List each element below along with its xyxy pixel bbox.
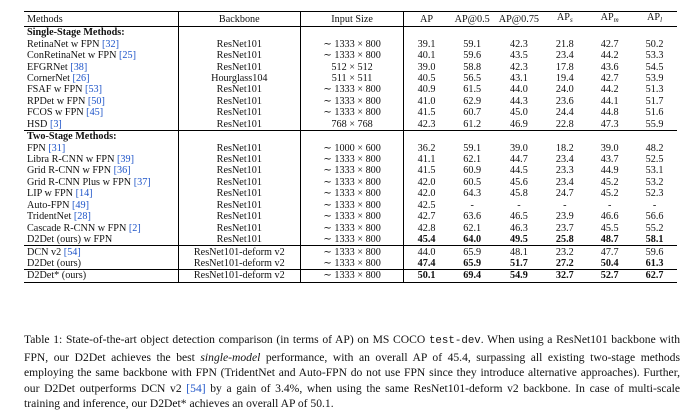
ap75-cell: 42.3 — [509, 38, 528, 50]
ap-cell: 41.5 — [417, 165, 436, 177]
ap75-cell: 43.1 — [509, 72, 528, 84]
method-name: Grid R-CNN w FPN — [27, 165, 114, 177]
apl-cell: 55.2 — [645, 222, 664, 234]
backbone-cell: ResNet101 — [178, 234, 300, 246]
citation-link[interactable]: [45] — [86, 107, 104, 119]
backbone-cell: ResNet101-deform v2 — [178, 270, 300, 282]
apm-cell: 44.1 — [600, 95, 619, 107]
apl-cell: 59.6 — [632, 246, 677, 258]
apl-cell: 51.6 — [645, 107, 664, 119]
apl-cell: 51.7 — [645, 95, 664, 107]
ap50-cell: 65.9 — [449, 246, 495, 258]
citation-link[interactable]: [54] — [63, 246, 81, 258]
backbone-cell: ResNet101 — [178, 154, 300, 165]
table-row — [24, 61, 677, 72]
input-size-cell: ∼ 1333 × 800 — [301, 200, 404, 211]
apm-cell: 43.7 — [600, 154, 619, 166]
method-name: Cascade R-CNN w FPN — [27, 222, 129, 234]
ap-cell: 40.1 — [417, 50, 436, 62]
method-name: D2Det (ours) — [27, 257, 82, 269]
table-row — [24, 84, 677, 95]
apm-cell: 43.6 — [600, 61, 619, 73]
empty-cell — [449, 130, 495, 142]
method-cell — [24, 154, 178, 165]
method-name: TridentNet — [27, 211, 74, 223]
header-backbone: Backbone — [178, 12, 300, 27]
apm-cell: 44.2 — [600, 84, 619, 96]
empty-cell — [587, 130, 632, 142]
method-name: FSAF w FPN — [27, 84, 86, 96]
ap50-cell: 64.3 — [463, 188, 482, 200]
method-name: DCN v2 — [27, 246, 64, 258]
ap-cell: 39.1 — [417, 38, 436, 50]
input-size-cell: 768 × 768 — [301, 119, 404, 131]
ap-cell: 42.8 — [417, 222, 436, 234]
input-size-cell: ∼ 1333 × 800 — [301, 177, 404, 188]
ap75-cell: 54.9 — [495, 270, 542, 282]
header-ap: AP — [420, 13, 434, 25]
aps-cell: 17.8 — [555, 61, 574, 73]
header-methods: Methods — [27, 13, 63, 25]
ap50-cell: 59.1 — [463, 38, 482, 50]
caption-dataset-split: test-dev — [428, 335, 481, 347]
input-size-cell: ∼ 1333 × 800 — [301, 222, 404, 233]
backbone-cell: ResNet101 — [178, 211, 300, 222]
ap50-cell: 56.5 — [463, 72, 482, 84]
aps-cell: 23.7 — [555, 222, 574, 234]
citation-link[interactable]: [49] — [72, 199, 89, 211]
table-row — [24, 119, 677, 131]
ap50-cell: 65.9 — [463, 257, 482, 269]
apl-cell: 54.5 — [645, 61, 664, 73]
apm-cell: 47.3 — [600, 118, 619, 130]
table-row — [24, 188, 677, 199]
backbone-cell: ResNet101 — [178, 222, 300, 233]
citation-link[interactable]: [38] — [70, 61, 88, 73]
method-cell — [24, 246, 178, 258]
ap50-cell: 61.5 — [463, 84, 482, 96]
method-name: CornerNet — [27, 72, 73, 84]
ap75-cell: 44.7 — [509, 154, 528, 166]
citation-link[interactable]: [53] — [85, 84, 103, 96]
method-name: LIP w FPN — [27, 188, 76, 200]
ap50-cell: 59.6 — [463, 50, 482, 62]
apl-cell: 56.6 — [645, 211, 664, 223]
aps-cell: - — [563, 199, 567, 211]
empty-cell — [449, 27, 495, 39]
apm-cell: 48.7 — [600, 234, 619, 246]
ap75-cell: 46.9 — [509, 118, 528, 130]
method-cell — [24, 96, 178, 107]
ap-cell: 40.9 — [417, 84, 436, 96]
ap75-cell: 39.0 — [509, 142, 528, 154]
backbone-cell: ResNet101 — [178, 200, 300, 211]
apl-cell: 52.5 — [645, 154, 664, 166]
empty-cell — [495, 130, 542, 142]
method-name: Grid R-CNN Plus w FPN — [27, 176, 134, 188]
header-ap75: AP@0.75 — [498, 13, 540, 25]
method-name: FPN — [27, 142, 49, 154]
method-cell — [24, 270, 178, 282]
ap50-cell: 62.1 — [463, 154, 482, 166]
citation-link[interactable]: [28] — [73, 211, 91, 223]
method-name: Auto-FPN — [27, 199, 73, 211]
header-apl: $AP_l$ — [647, 12, 663, 24]
method-cell — [24, 142, 178, 153]
citation-link[interactable]: [26] — [72, 72, 90, 84]
table-row — [24, 270, 677, 282]
input-size-cell: ∼ 1333 × 800 — [301, 270, 404, 282]
table-body — [24, 27, 677, 283]
table-row — [24, 154, 677, 165]
apl-cell: 52.3 — [645, 188, 664, 200]
method-name: D2Det (ours) w FPN — [27, 234, 113, 246]
method-cell — [24, 177, 178, 188]
empty-cell — [404, 27, 449, 39]
method-cell — [24, 73, 178, 84]
method-name: ConRetinaNet w FPN — [27, 50, 119, 62]
input-size-cell: 511 × 511 — [301, 73, 404, 84]
backbone-cell: ResNet101 — [178, 38, 300, 49]
ap75-cell: 48.1 — [495, 246, 542, 258]
apl-cell: 48.2 — [645, 142, 664, 154]
ap50-cell: 64.0 — [463, 234, 482, 246]
input-size-cell: ∼ 1333 × 800 — [301, 165, 404, 176]
method-cell — [24, 61, 178, 72]
ap-cell: 41.5 — [417, 107, 436, 119]
input-size-cell: ∼ 1333 × 800 — [301, 258, 404, 270]
aps-cell: 23.3 — [555, 165, 574, 177]
apm-cell: 47.7 — [587, 246, 632, 258]
caption-citation[interactable]: [54] — [186, 381, 206, 395]
apm-cell: 42.7 — [600, 72, 619, 84]
table-row — [24, 211, 677, 222]
aps-cell: 22.8 — [555, 118, 574, 130]
apl-cell: 58.1 — [645, 234, 664, 246]
ap-cell: 42.5 — [417, 199, 436, 211]
ap-cell: 45.4 — [417, 234, 436, 246]
method-name: FCOS w FPN — [27, 107, 87, 119]
citation-link[interactable]: [25] — [118, 50, 136, 62]
empty-cell — [178, 27, 300, 39]
empty-cell — [632, 27, 677, 39]
backbone-cell: ResNet101 — [178, 188, 300, 199]
apm-cell: 52.7 — [587, 270, 632, 282]
backbone-cell: ResNet101 — [178, 142, 300, 153]
method-name: EFGRNet — [27, 61, 71, 73]
apm-cell: - — [607, 199, 612, 211]
ap75-cell: 46.3 — [509, 222, 528, 234]
table-row — [24, 234, 677, 246]
empty-cell — [178, 130, 300, 142]
results-table — [24, 11, 677, 283]
apm-cell: 44.8 — [600, 107, 619, 119]
ap-cell: 42.7 — [417, 211, 436, 223]
aps-cell: 18.2 — [555, 142, 574, 154]
apm-cell: 45.2 — [600, 176, 619, 188]
aps-cell: 23.6 — [555, 95, 574, 107]
header-ap50: AP@0.5 — [454, 13, 490, 25]
table-row — [24, 50, 677, 61]
table-row — [24, 200, 677, 211]
ap75-cell: 44.5 — [509, 165, 528, 177]
ap75-cell: 51.7 — [509, 257, 528, 269]
backbone-cell: ResNet101 — [178, 177, 300, 188]
ap-cell: 42.0 — [417, 188, 436, 200]
ap75-cell: 44.3 — [509, 95, 528, 107]
method-cell — [24, 165, 178, 176]
table-row — [24, 96, 677, 107]
citation-link[interactable]: [2] — [128, 222, 141, 234]
ap-cell: 44.0 — [404, 246, 449, 258]
table-caption: Table 1: State-of-the-art object detection comparison (in terms of AP) on MS COCO test-dev. When using a ResNet101 backbone with FPN, our D2Det achieves the best single-model performance, with an overall AP of 45.4, surpassing all existing two-stage methods employing the same backbone with FPN (TridentNet and Auto-FPN do not use FPN since they introduce alternative approaches). Further, our D2Det outperforms DCN v2 [54] by a gain of 3.4%, when using the same ResNet101-deform v2 backbone. In case of multi-scale training and inference, our D2Det* achieves an overall AP of 50.1. — [24, 333, 680, 411]
method-name: RPDet w FPN — [27, 95, 88, 107]
empty-cell — [542, 27, 587, 39]
input-size-cell: ∼ 1333 × 800 — [301, 211, 404, 222]
input-size-cell: ∼ 1333 × 800 — [301, 84, 404, 95]
empty-cell — [587, 27, 632, 39]
empty-cell — [542, 130, 587, 142]
ap-cell: 42.3 — [417, 118, 436, 130]
ap-cell: 42.0 — [417, 176, 436, 188]
ap75-cell: 46.5 — [509, 211, 528, 223]
apl-cell: - — [652, 199, 657, 211]
table-row — [24, 258, 677, 270]
ap50-cell: 69.4 — [449, 270, 495, 282]
backbone-cell: ResNet101 — [178, 84, 300, 95]
input-size-cell: ∼ 1333 × 800 — [301, 154, 404, 165]
method-cell — [24, 119, 178, 131]
apl-cell: 53.2 — [645, 176, 664, 188]
citation-link[interactable]: [3] — [49, 118, 62, 130]
citation-link[interactable]: [36] — [113, 165, 131, 177]
ap-cell: 40.5 — [417, 72, 436, 84]
aps-cell: 24.4 — [555, 107, 574, 119]
citation-link[interactable]: [14] — [75, 188, 93, 200]
input-size-cell: ∼ 1333 × 800 — [301, 246, 404, 258]
backbone-cell: ResNet101 — [178, 119, 300, 131]
aps-cell: 19.4 — [555, 72, 574, 84]
citation-link[interactable]: [32] — [102, 38, 119, 50]
section-title: Single-Stage Methods: — [27, 27, 125, 39]
aps-cell: 27.2 — [555, 257, 574, 269]
empty-cell — [301, 130, 404, 142]
method-name: HSD — [27, 118, 50, 130]
ap50-cell: 60.5 — [463, 176, 482, 188]
backbone-cell: Hourglass104 — [178, 73, 300, 84]
ap-cell: 41.1 — [417, 154, 436, 166]
section-header — [24, 130, 677, 142]
input-size-cell: 512 × 512 — [301, 61, 404, 72]
aps-cell: 23.9 — [555, 211, 574, 223]
empty-cell — [301, 27, 404, 39]
input-size-cell: ∼ 1333 × 800 — [301, 234, 404, 246]
header-aps: $AP_s$ — [556, 12, 573, 24]
backbone-cell: ResNet101 — [178, 107, 300, 118]
method-cell — [24, 50, 178, 61]
method-name: RetinaNet w FPN — [27, 38, 102, 50]
citation-link[interactable]: [50] — [87, 95, 105, 107]
apm-cell: 46.6 — [600, 211, 619, 223]
table-row — [24, 165, 677, 176]
ap50-cell: 58.8 — [463, 61, 482, 73]
ap50-cell: 62.9 — [463, 95, 482, 107]
method-cell — [24, 222, 178, 233]
empty-cell — [404, 130, 449, 142]
ap75-cell: 49.5 — [509, 234, 528, 246]
ap50-cell: 60.7 — [463, 107, 482, 119]
apl-cell: 55.9 — [645, 118, 664, 130]
citation-link[interactable]: [37] — [133, 176, 151, 188]
citation-link[interactable]: [39] — [117, 154, 134, 166]
ap75-cell: - — [517, 199, 521, 211]
table-row — [24, 107, 677, 118]
ap-cell: 41.0 — [417, 95, 436, 107]
table-row — [24, 222, 677, 233]
ap75-cell: 44.0 — [509, 84, 528, 96]
method-cell — [24, 258, 178, 270]
empty-cell — [495, 27, 542, 39]
table-row — [24, 177, 677, 188]
apl-cell: 61.3 — [645, 257, 664, 269]
method-cell — [24, 211, 178, 222]
table-row — [24, 142, 677, 153]
apm-cell: 44.9 — [600, 165, 619, 177]
input-size-cell: ∼ 1000 × 600 — [301, 142, 404, 153]
method-cell — [24, 84, 178, 95]
table-row — [24, 246, 677, 258]
backbone-cell: ResNet101-deform v2 — [178, 246, 300, 258]
ap50-cell: - — [470, 199, 474, 211]
apm-cell: 44.2 — [600, 50, 619, 62]
method-name: Libra R-CNN w FPN — [27, 154, 117, 166]
aps-cell: 24.7 — [555, 188, 574, 200]
method-cell — [24, 38, 178, 49]
ap75-cell: 45.8 — [509, 188, 528, 200]
ap75-cell: 45.6 — [509, 176, 528, 188]
input-size-cell: ∼ 1333 × 800 — [301, 38, 404, 49]
aps-cell: 25.8 — [555, 234, 574, 246]
backbone-cell: ResNet101 — [178, 96, 300, 107]
ap75-cell: 42.3 — [509, 61, 528, 73]
apl-cell: 51.3 — [645, 84, 664, 96]
ap-cell: 39.0 — [417, 61, 436, 73]
input-size-cell: ∼ 1333 × 800 — [301, 96, 404, 107]
ap50-cell: 61.2 — [463, 118, 482, 130]
aps-cell: 23.4 — [555, 176, 574, 188]
empty-cell — [632, 130, 677, 142]
aps-cell: 23.4 — [555, 154, 574, 166]
aps-cell: 21.8 — [555, 38, 574, 50]
apl-cell: 53.1 — [645, 165, 664, 177]
method-cell — [24, 234, 178, 246]
method-cell — [24, 188, 178, 199]
aps-cell: 23.4 — [555, 50, 574, 62]
apl-cell: 50.2 — [645, 38, 664, 50]
citation-link[interactable]: [31] — [48, 142, 66, 154]
aps-cell: 23.2 — [542, 246, 587, 258]
header-input-size: Input Size — [301, 12, 404, 27]
ap50-cell: 62.1 — [463, 222, 482, 234]
table-row — [24, 38, 677, 49]
table-row — [24, 73, 677, 84]
ap50-cell: 60.9 — [463, 165, 482, 177]
apm-cell: 45.2 — [600, 188, 619, 200]
apl-cell: 53.3 — [645, 50, 664, 62]
backbone-cell: ResNet101-deform v2 — [178, 258, 300, 270]
apm-cell: 42.7 — [600, 38, 619, 50]
apl-cell: 53.9 — [645, 72, 664, 84]
input-size-cell: ∼ 1333 × 800 — [301, 188, 404, 199]
ap50-cell: 63.6 — [463, 211, 482, 223]
ap75-cell: 43.5 — [509, 50, 528, 62]
table-header-row — [24, 12, 677, 27]
ap75-cell: 45.0 — [509, 107, 528, 119]
ap50-cell: 59.1 — [463, 142, 482, 154]
ap-cell: 36.2 — [417, 142, 436, 154]
apm-cell: 39.0 — [600, 142, 619, 154]
method-cell — [24, 107, 178, 118]
input-size-cell: ∼ 1333 × 800 — [301, 50, 404, 61]
input-size-cell: ∼ 1333 × 800 — [301, 107, 404, 118]
backbone-cell: ResNet101 — [178, 165, 300, 176]
ap-cell: 50.1 — [404, 270, 449, 282]
backbone-cell: ResNet101 — [178, 50, 300, 61]
aps-cell: 24.0 — [555, 84, 574, 96]
section-title: Two-Stage Methods: — [24, 130, 178, 142]
backbone-cell: ResNet101 — [178, 61, 300, 72]
apl-cell: 62.7 — [632, 270, 677, 282]
aps-cell: 32.7 — [542, 270, 587, 282]
method-cell — [24, 200, 178, 211]
section-header — [24, 27, 677, 39]
header-apm: $AP_m$ — [600, 12, 619, 24]
method-name: D2Det* (ours) — [27, 270, 87, 282]
apm-cell: 45.5 — [600, 222, 619, 234]
apm-cell: 50.4 — [600, 257, 619, 269]
ap-cell: 47.4 — [417, 257, 436, 269]
